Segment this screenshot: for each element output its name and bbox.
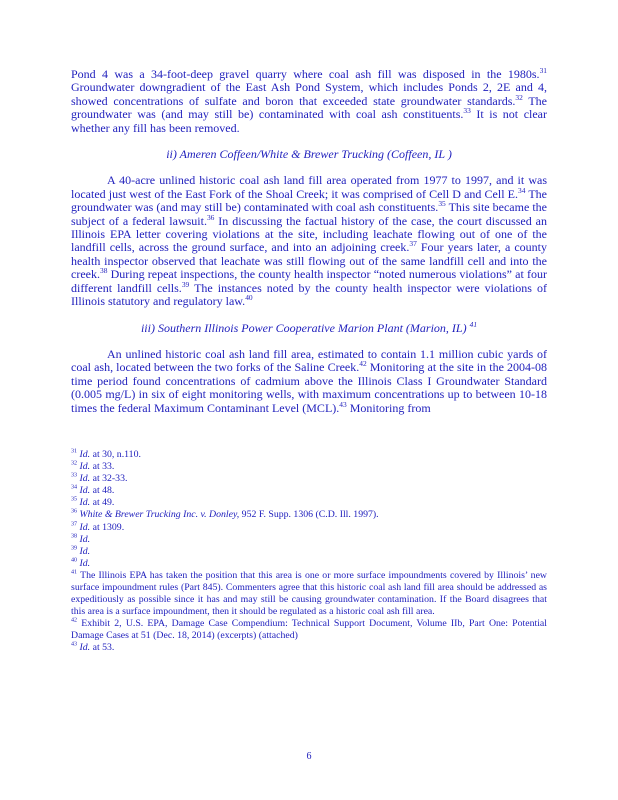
italic-text: Id. xyxy=(79,461,91,473)
footnote-34 xyxy=(71,485,547,497)
italic-text: Id. xyxy=(79,473,91,485)
footnote-40 xyxy=(71,558,547,570)
section-heading-iii: iii) Southern Illinois Power Cooperative Marion Plant (Marion, IL) $^{41}$ xyxy=(140,319,478,335)
footnote-ref: 41 xyxy=(469,319,478,329)
footnote-number: 31 xyxy=(71,448,78,455)
italic-text: Id. xyxy=(79,557,91,569)
footnote-text: The Illinois EPA has taken the position that this area is one or more surface impoundments covered by Illinois’ new surface impoundment rules (Part 845). Commenters agree that this historic coal ash land fill area should be addressed as expeditiously as possible since it has and may still be causing groundwater contamination. If the Board disagrees that this area is a surface impoundment, then it should be regulated as a historic coal ash fill area. xyxy=(71,569,547,618)
footnote-ref: 35 xyxy=(438,199,446,209)
footnote-ref: 32 xyxy=(515,92,523,102)
italic-text: Id. xyxy=(79,521,91,533)
footnote-number: 35 xyxy=(71,497,78,504)
footnote-number: 36 xyxy=(71,509,78,516)
footnote-text: Id. at 49. xyxy=(79,497,115,509)
footnote-ref: 43 xyxy=(339,399,347,409)
footnote-35 xyxy=(71,497,547,509)
footnote-ref: 40 xyxy=(245,293,253,303)
italic-text: Id. xyxy=(79,545,91,557)
section-heading-ii: ii) Ameren Coffeen/White & Brewer Trucking (Coffeen, IL ) xyxy=(166,147,452,162)
footnote-number: 33 xyxy=(71,472,78,479)
footnote-number: 42 xyxy=(71,617,78,624)
footnote-ref: 37 xyxy=(409,239,417,249)
footnote-41 xyxy=(71,570,547,618)
italic-text: Id. xyxy=(79,485,91,497)
footnote-number: 34 xyxy=(71,484,78,491)
footnote-text: Id. at 30, n.110. xyxy=(79,448,141,460)
footnote-number: 39 xyxy=(71,545,78,552)
footnote-text xyxy=(77,558,90,569)
footnote-ref: 36 xyxy=(206,212,215,222)
footnote-37 xyxy=(71,522,547,534)
footnote-ref: 33 xyxy=(463,106,471,116)
page-number: 6 xyxy=(306,751,312,762)
italic-text: Id. xyxy=(79,497,91,509)
footnote-text xyxy=(77,534,90,545)
footnote-text: Id. at 53. xyxy=(79,642,115,654)
footnote-33 xyxy=(71,473,547,485)
footnote-43 xyxy=(71,642,547,654)
document-body xyxy=(71,68,547,415)
footnote-ref: 39 xyxy=(181,279,190,289)
footnote-ref: 42 xyxy=(359,359,367,369)
footnote-number: 41 xyxy=(71,569,78,576)
paragraph-marion: An unlined historic coal ash land fill area, estimated to contain 1.1 million cubic yards of coal ash, located between the two forks of the Saline Creek.$^{42}$ Monitoring at the site in the 2004-08 time period found concentrations of cadmium above the Illinois Class I Groundwater Standard (0.005 mg/L) in six of eight monitoring wells, with maximum concentrations up to between 10-18 times the federal Maximum Contaminant Level (MCL).$^{43}$ Monitoring from xyxy=(71,346,547,415)
footnote-38 xyxy=(71,534,547,546)
footnote-number: 32 xyxy=(71,460,78,467)
footnote-text: Id. at 48. xyxy=(79,485,115,497)
footnote-text: White & Brewer Trucking Inc. v. Donley, 952 F. Supp. 1306 (C.D. Ill. 1997). xyxy=(79,509,379,521)
footnote-text: Id. at 1309. xyxy=(79,521,125,533)
footnote-text: Exhibit 2, U.S. EPA, Damage Case Compendium: Technical Support Document, Volume IIb, Part One: Potential Damage Cases at 51 (Dec. 18, 2014) (excerpts) (attached) xyxy=(71,618,547,642)
footnote-32 xyxy=(71,461,547,473)
paragraph-pond4: Pond 4 was a 34-foot-deep gravel quarry where coal ash fill was disposed in the 1980s.$^{31}$ Groundwater downgradient of the East Ash Pond System, which includes Ponds 2, 2E and 4, showed concentrations of sulfate and boron that exceeded state groundwater standards.$^{32}$ The groundwater was (and may still be) contaminated with coal ash constituents.$^{33}$ It is not clear whether any fill has been removed. xyxy=(71,66,547,135)
footnote-ref: 31 xyxy=(539,66,547,75)
footnotes-section xyxy=(71,449,547,655)
footnote-text: Id. at 32-33. xyxy=(79,473,128,485)
italic-text: Id. xyxy=(79,533,91,545)
footnote-text: Id. at 33. xyxy=(79,461,115,473)
footnote-36 xyxy=(71,509,547,521)
italic-text: Id. xyxy=(79,642,91,654)
italic-text: Id. xyxy=(79,448,91,460)
footnote-ref: 38 xyxy=(99,266,108,276)
footnote-number: 37 xyxy=(71,521,78,528)
italic-text: White & Brewer Trucking Inc. v. Donley, xyxy=(79,509,240,521)
footnote-42 xyxy=(71,618,547,642)
footnote-31 xyxy=(71,449,547,461)
footnote-number: 38 xyxy=(71,533,78,540)
footnote-number: 43 xyxy=(71,642,78,649)
footnote-ref: 34 xyxy=(517,185,526,195)
footnote-39 xyxy=(71,546,547,558)
footnote-number: 40 xyxy=(71,557,78,564)
footnote-text xyxy=(77,546,90,557)
paragraph-coffeen: A 40-acre unlined historic coal ash land fill area operated from 1977 to 1997, and it was located just west of the East Fork of the Shoal Creek; it was comprised of Cell D and Cell E.$^{34}$ The groundwater was (and may still be) contaminated with coal ash constituents.$^{35}$ This site became the subject of a federal lawsuit.$^{36}$ In discussing the factual history of the case, the court discussed an Illinois EPA letter covering violations at the site, including leachate flowing out of one of the landfill cells, across the ground surface, and into an adjoining creek.$^{37}$ Four years later, a county health inspector observed that leachate was still flowing out of the same landfill cell and into the creek.$^{38}$ During repeat inspections, the county health inspector “noted numerous violations” at four different landfill cells.$^{39}$ The instances noted by the county health inspector were violations of Illinois statutory and regulatory law.$^{40}$ xyxy=(71,173,548,309)
